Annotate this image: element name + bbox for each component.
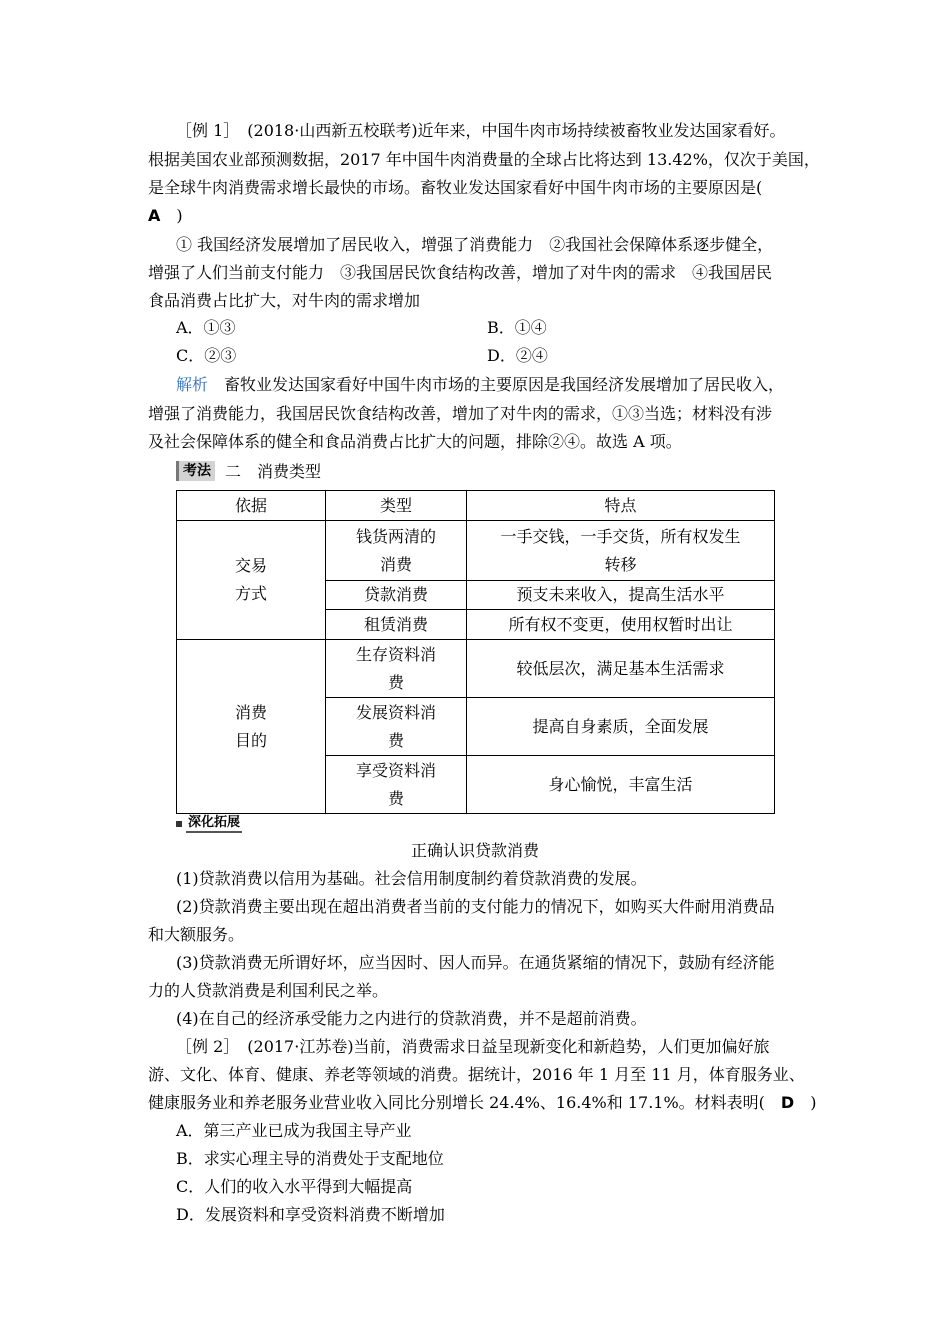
feature-text: 转移: [604, 554, 637, 574]
example2-answer: D: [780, 1093, 795, 1112]
example2-line-2: 游、文化、体育、健康、养老等领域的消费。据统计，2016 年 1 月至 11 月，体育服务业、: [148, 1065, 805, 1084]
table-header-row: [177, 491, 775, 521]
type-text: 钱货两清的: [355, 526, 436, 546]
section-title: 消费类型: [257, 462, 322, 481]
section-number: 二: [225, 462, 242, 481]
feature-cell: 较低层次，满足基本生活需求: [467, 640, 775, 698]
basis-text: 方式: [234, 584, 267, 603]
deepen-line-2: (2)贷款消费主要出现在超出消费者当前的支付能力的情况下，如购买大件耐用消费品: [176, 897, 775, 916]
type-text: 享受资料消: [355, 760, 436, 780]
example1-statement-2: 增强了人们当前支付能力 ③我国居民饮食结构改善，增加了对牛肉的需求 ④我国居民: [148, 263, 773, 282]
type-text: 生存资料消: [355, 644, 436, 664]
example2-option-a: A．第三产业已成为我国主导产业: [176, 1121, 412, 1140]
example2-option-c: C．人们的收入水平得到大幅提高: [176, 1177, 413, 1196]
example1-answer: A: [148, 206, 161, 225]
table-row: [177, 521, 775, 581]
feature-cell: 所有权不变更，使用权暂时出让: [467, 610, 775, 640]
feature-text: 一手交钱，一手交货，所有权发生: [500, 526, 741, 546]
example2-option-b: B．求实心理主导的消费处于支配地位: [176, 1149, 444, 1168]
header-feature: 特点: [467, 491, 775, 521]
example2-line-1: ［例 2］ (2017·江苏卷)当前，消费需求日益呈现新变化和新趋势，人们更加偏好旅: [176, 1037, 770, 1056]
type-text: 消费: [379, 554, 412, 574]
example1-line-3: 是全球牛肉消费需求增长最快的市场。畜牧业发达国家看好中国牛肉市场的主要原因是(: [148, 178, 779, 197]
basis-text: 交易: [234, 556, 267, 575]
type-cell: 租赁消费: [326, 610, 467, 640]
example2-option-d: D．发展资料和享受资料消费不断增加: [176, 1205, 445, 1224]
header-type: 类型: [326, 491, 467, 521]
feature-cell: [467, 521, 775, 581]
type-cell: [326, 640, 467, 698]
example2-line-3: [148, 1093, 816, 1113]
basis-text: 消费: [234, 702, 267, 722]
example2-line-3-text: 健康服务业和养老服务业营业收入同比分别增长 24.4%、16.4%和 17.1%。材料表明(: [148, 1093, 781, 1112]
table-row: [177, 640, 775, 698]
deepen-badge: 深化拓展: [186, 815, 242, 833]
type-cell: [326, 521, 467, 581]
feature-cell: 提高自身素质，全面发展: [467, 698, 775, 756]
deepen-title: 正确认识贷款消费: [410, 841, 539, 860]
example1-option-a: A．①③: [176, 318, 236, 337]
example1-statement-1: ① 我国经济发展增加了居民收入，增强了消费能力 ②我国社会保障体系逐步健全，: [176, 235, 774, 254]
example2-answer-tail: ): [794, 1093, 817, 1112]
deepen-line-6: (4)在自己的经济承受能力之内进行的贷款消费，并不是超前消费。: [176, 1009, 647, 1028]
basis-text: 目的: [234, 730, 267, 750]
example1-analysis-line-1: [176, 375, 784, 395]
basis-cell-purpose: [177, 640, 326, 814]
header-basis: 依据: [177, 491, 326, 521]
example1-option-c: C．②③: [176, 346, 237, 365]
example1-statement-3: 食品消费占比扩大，对牛肉的需求增加: [148, 291, 421, 310]
example1-answer-line: [148, 206, 183, 226]
deepen-line-1: (1)贷款消费以信用为基础。社会信用制度制约着贷款消费的发展。: [176, 869, 647, 888]
type-cell: 贷款消费: [326, 581, 467, 610]
example1-analysis-line-3: 及社会保障体系的健全和食品消费占比扩大的问题，排除②④。故选 A 项。: [148, 432, 682, 451]
type-text: 费: [387, 672, 404, 692]
feature-cell: 预支未来收入，提高生活水平: [467, 581, 775, 610]
deepen-line-5: 力的人贷款消费是利国利民之举。: [148, 981, 389, 1000]
section-header: [176, 459, 321, 482]
example1-line-2: 根据美国农业部预测数据，2017 年中国牛肉消费量的全球占比将达到 13.42%，仅次于美国，: [148, 150, 820, 169]
deepen-line-4: (3)贷款消费无所谓好坏，应当因时、因人而异。在通货紧缩的情况下，鼓励有经济能: [176, 953, 775, 972]
consumption-types-table: [176, 490, 775, 814]
square-bullet-icon: [176, 821, 182, 827]
example1-option-b: B．①④: [487, 318, 547, 337]
type-text: 费: [387, 788, 404, 808]
example1-analysis-line-2: 增强了消费能力，我国居民饮食结构改善，增加了对牛肉的需求，①③当选；材料没有涉: [148, 404, 773, 423]
feature-cell: 身心愉悦，丰富生活: [467, 756, 775, 814]
example1-line-1: ［例 1］ (2018·山西新五校联考)近年来，中国牛肉市场持续被畜牧业发达国家看好。: [176, 121, 786, 140]
deepen-line-3: 和大额服务。: [148, 925, 245, 944]
example1-option-d: D．②④: [487, 346, 548, 365]
example1-answer-tail: ): [160, 206, 183, 225]
deepen-header: [176, 815, 242, 833]
type-text: 发展资料消: [355, 702, 436, 722]
analysis-text-1: 畜牧业发达国家看好中国牛肉市场的主要原因是我国经济发展增加了居民收入，: [208, 375, 785, 394]
basis-cell-transaction: [177, 521, 326, 640]
analysis-label: 解析: [176, 375, 209, 394]
type-cell: [326, 756, 467, 814]
section-badge: 考法: [176, 461, 215, 481]
type-text: 费: [387, 730, 404, 750]
type-cell: [326, 698, 467, 756]
